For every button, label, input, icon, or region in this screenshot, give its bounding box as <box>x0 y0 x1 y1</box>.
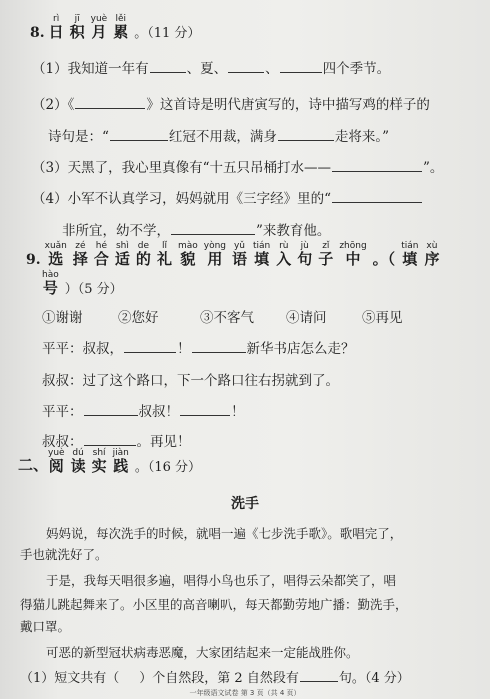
blank[interactable] <box>332 160 422 172</box>
hanzi: 择 <box>72 250 88 268</box>
blank[interactable] <box>300 670 338 682</box>
page-footer: 一年级语文试卷 第 3 页（共 4 页） <box>189 689 301 697</box>
passage-p3: 可恶的新型冠状病毒恶魔，大家团结起来一定能战胜你。 <box>46 645 359 660</box>
hanzi: 填 <box>254 250 270 268</box>
pinyin: lěi <box>115 14 127 24</box>
q9-options <box>42 306 403 326</box>
section2-char <box>71 448 86 475</box>
q8-number: 8. <box>30 25 45 41</box>
hanzi: 句 <box>297 250 313 268</box>
blank[interactable] <box>84 404 138 416</box>
q9-char <box>401 241 418 268</box>
blank[interactable] <box>150 61 186 73</box>
hanzi: 积 <box>69 23 85 41</box>
pinyin: dú <box>72 448 84 458</box>
section2-char <box>48 448 65 475</box>
hanzi: 。（ <box>372 250 396 268</box>
pinyin: de <box>137 241 150 251</box>
q9-char <box>94 241 109 268</box>
q8-char <box>49 14 64 41</box>
q8-title <box>48 14 135 41</box>
pinyin: zǐ <box>322 241 330 251</box>
hanzi: 适 <box>114 250 130 268</box>
blank[interactable] <box>124 341 176 353</box>
hanzi: 入 <box>276 250 292 268</box>
q9-char <box>45 241 67 268</box>
blank[interactable] <box>110 129 168 141</box>
q8-char <box>70 14 85 41</box>
hanzi: 累 <box>113 23 129 41</box>
section2-char <box>92 448 107 475</box>
pinyin: rù <box>279 241 289 251</box>
q9-char <box>373 251 396 268</box>
passage-p1-line2: 手也就洗好了。 <box>20 547 108 562</box>
q9-char <box>424 241 439 268</box>
q9-char <box>178 241 198 268</box>
option: ②您好 <box>118 310 159 326</box>
q8-item2: （2）《 》这首诗是明代唐寅写的，诗中描写鸡的样子的 <box>32 97 430 113</box>
blank[interactable] <box>171 223 255 235</box>
dialog-line-1: 平平：叔叔， ！ 新华书店怎么走？ <box>42 341 355 357</box>
passage-title: 洗手 <box>231 496 259 512</box>
dialog-line-3: 平平： 叔叔！ ！ <box>42 404 245 420</box>
q9-char <box>204 241 226 268</box>
passage-p2-line3: 戴口罩。 <box>20 619 71 634</box>
section2-heading: 二、 yuè 阅 dú 读 shí 实 jiàn 践 。（16 分） <box>18 448 202 475</box>
pinyin: yǔ <box>233 241 246 251</box>
option: ⑤再见 <box>362 310 403 326</box>
pinyin: xuǎn <box>44 241 67 251</box>
pinyin: tián <box>253 241 271 251</box>
blank[interactable] <box>332 191 422 203</box>
pinyin: xù <box>426 241 438 251</box>
pinyin: yòng <box>203 241 226 251</box>
option: ④请问 <box>286 310 327 326</box>
pinyin: tián <box>401 241 419 251</box>
section2-char <box>113 448 129 475</box>
q9-char <box>232 241 247 268</box>
q9-heading-line2: hào 号 ）（5 分） <box>42 270 123 297</box>
hanzi: 语 <box>232 250 248 268</box>
q8-item2-line2: 诗句是：“ 红冠不用裁，满身 走将来。” <box>48 129 390 145</box>
hanzi: 月 <box>91 23 107 41</box>
hanzi: 用 <box>207 250 223 268</box>
hanzi: 礼 <box>156 250 172 268</box>
hanzi: 的 <box>135 250 151 268</box>
blank[interactable] <box>280 61 322 73</box>
q8-heading <box>30 14 200 41</box>
q9-char <box>136 241 151 268</box>
pinyin: zhōng <box>339 241 367 251</box>
dialog-line-2: 叔叔：过了这个路口，下一个路口往右拐就到了。 <box>42 373 339 389</box>
q9-char <box>339 241 366 268</box>
pinyin: jù <box>300 241 309 251</box>
pinyin: jiàn <box>112 448 129 458</box>
q8-item1: （1）我知道一年有 、夏、 、 四个季节。 <box>32 61 391 77</box>
q8-char <box>91 14 108 41</box>
q9-title <box>44 241 446 268</box>
blank[interactable] <box>228 61 264 73</box>
hanzi: 日 <box>48 23 64 41</box>
hanzi: 子 <box>318 250 334 268</box>
blank[interactable] <box>278 129 334 141</box>
hanzi: 中 <box>345 250 361 268</box>
q9-number: 9. <box>26 252 41 268</box>
q8-score: 。（11 分） <box>134 26 201 41</box>
q8-item4-line2: 非所宜，幼不学， ”来教育他。 <box>62 223 331 239</box>
pinyin: yuè <box>90 14 108 24</box>
q9-heading <box>26 241 445 268</box>
q9-char <box>157 241 172 268</box>
passage-p2-line1: 于是，我每天唱很多遍，唱得小鸟也乐了，唱得云朵都笑了，唱 <box>46 573 397 588</box>
q9-char <box>253 241 270 268</box>
blank[interactable] <box>192 341 246 353</box>
blank[interactable] <box>84 434 136 446</box>
hanzi: 阅 <box>48 457 64 475</box>
section2-title <box>48 448 135 475</box>
blank[interactable] <box>75 97 145 109</box>
hanzi: 填 <box>402 250 418 268</box>
q9-char <box>73 241 88 268</box>
hanzi: 序 <box>424 250 440 268</box>
hanzi: 践 <box>113 457 129 475</box>
q9-char <box>297 241 312 268</box>
hanzi: 读 <box>70 457 86 475</box>
dialog-line-4: 叔叔： 。再见！ <box>42 434 191 450</box>
option: ③不客气 <box>200 310 254 326</box>
hanzi: 选 <box>48 250 64 268</box>
pinyin: hé <box>95 241 108 251</box>
pinyin: lǐ <box>161 241 167 251</box>
pinyin: zé <box>75 241 86 251</box>
hanzi: 貌 <box>180 250 196 268</box>
hanzi: 合 <box>93 250 109 268</box>
passage-p2-line2: 得猫儿跳起舞来了。小区里的高音喇叭，每天都勤劳地广播：勤洗手， <box>20 597 408 612</box>
q8-item3: （3）天黑了，我心里真像有“十五只吊桶打水—— ”。 <box>32 160 444 176</box>
q9-char <box>276 241 291 268</box>
pinyin: mào <box>177 241 198 251</box>
pinyin: rì <box>53 14 60 24</box>
q8-char <box>113 14 128 41</box>
pinyin: shí <box>92 448 106 458</box>
blank[interactable] <box>180 404 230 416</box>
reading-question-1: （1）短文共有（ ）个自然段，第 2 自然段有 句。（4 分） <box>20 671 410 686</box>
pinyin: shì <box>115 241 129 251</box>
q9-char <box>115 241 130 268</box>
pinyin: jī <box>74 14 80 24</box>
pinyin: yuè <box>48 448 65 458</box>
hanzi: 实 <box>91 457 107 475</box>
q8-item4: （4）小军不认真学习，妈妈就用《三字经》里的“ <box>32 187 423 207</box>
passage-p1-line1: 妈妈说，每次洗手的时候，就唱一遍《七步洗手歌》。歌唱完了， <box>46 526 403 541</box>
option: ①谢谢 <box>42 310 83 326</box>
q9-char <box>318 241 333 268</box>
